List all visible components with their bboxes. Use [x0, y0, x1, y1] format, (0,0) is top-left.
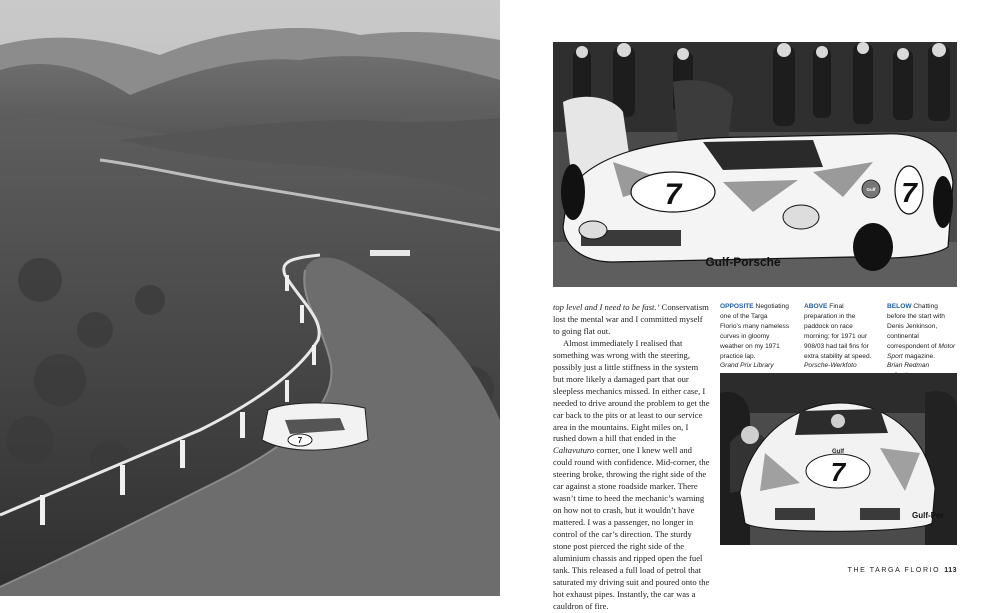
photo-paddock	[553, 42, 957, 287]
photo-paddock-image	[553, 42, 957, 287]
photo-start-chat-image	[720, 373, 957, 545]
caption-opposite-credit: Grand Prix Library	[720, 362, 774, 370]
body-corner-name: Caltavuturo	[553, 445, 595, 456]
folio	[848, 567, 957, 574]
photo-mountain-road-image	[0, 0, 500, 596]
body-paragraph-2-text-a: Almost immediately I realised that something was wrong with the steering, possibly just a little stiffness in the system but more likely a damaged part that our sleepless mechanics missed. In either case, I needed to drive around the problem to get the car back to the pits or at least to our service area in the mountains. Eight miles on, I rushed down a hill that ended in the	[553, 337, 710, 444]
caption-above-text: Final preparation in the paddock on race morning; for 1971 our 908/03 had tail fins for extra stability at speed.	[804, 303, 872, 360]
caption-above-lead: ABOVE	[804, 303, 828, 310]
car-number-left: 7	[297, 436, 303, 445]
photo-start-chat	[720, 373, 957, 545]
body-paragraph-2-text-b: corner, one I knew well and could round with confidence. Mid-corner, the steering broke, throwing the right side of the car against a stone roadside marker. There wasn’t time to heed the mechanic’s warning on how not to crash, but it wouldn’t have mattered. I was a passenger, no longer in control of the car’s direction. The sturdy stone post pierced the right side of the aluminium chassis and ripped open the fuel tank. This released a full load of petrol that saturated my driving suit and poured onto the hot exhaust pipes. Instantly, the car was a cauldron of fire.	[553, 445, 710, 611]
body-text-column	[553, 302, 711, 613]
car-number-bottom: 7	[830, 457, 846, 487]
race-car-left	[262, 403, 368, 450]
sponsor-text-top: Gulf-Porsche	[705, 255, 781, 269]
caption-below-text: Chatting before the start with Denis Jenkinson, continental correspondent of	[887, 303, 945, 350]
body-paragraph-2	[553, 338, 711, 613]
running-head: THE TARGA FLORIO	[847, 567, 941, 574]
caption-below-text-2: magazine.	[902, 352, 936, 360]
caption-below-credit: Brian Redman	[887, 362, 930, 370]
caption-below	[887, 302, 957, 381]
sponsor-text-bottom: Gulf-Por	[912, 511, 944, 520]
body-quote-italic: top level and I need to be fast.’	[553, 302, 660, 312]
caption-above-credit: Porsche-Werkfoto	[804, 362, 857, 370]
page-number: 113	[944, 567, 957, 574]
photo-mountain-road	[0, 0, 500, 596]
gulf-badge: Gulf	[866, 187, 876, 192]
caption-below-magazine: Motor Sport	[887, 342, 956, 360]
car-number-top: 7	[664, 178, 682, 211]
caption-opposite	[720, 302, 790, 371]
body-paragraph-1	[553, 302, 711, 338]
caption-above	[804, 302, 874, 371]
caption-opposite-lead: OPPOSITE	[720, 303, 754, 310]
caption-below-lead: BELOW	[887, 303, 912, 310]
car-number-side: 7	[901, 177, 917, 208]
caption-opposite-text: Negotiating one of the Targa Florio’s many nameless curves in gloomy weather on my 1971 practice lap.	[720, 303, 790, 360]
body-paragraph-1-text: Conservatism lost the mental war and I committed myself to going flat out.	[553, 302, 709, 336]
gulf-badge-bottom: Gulf	[832, 449, 844, 455]
